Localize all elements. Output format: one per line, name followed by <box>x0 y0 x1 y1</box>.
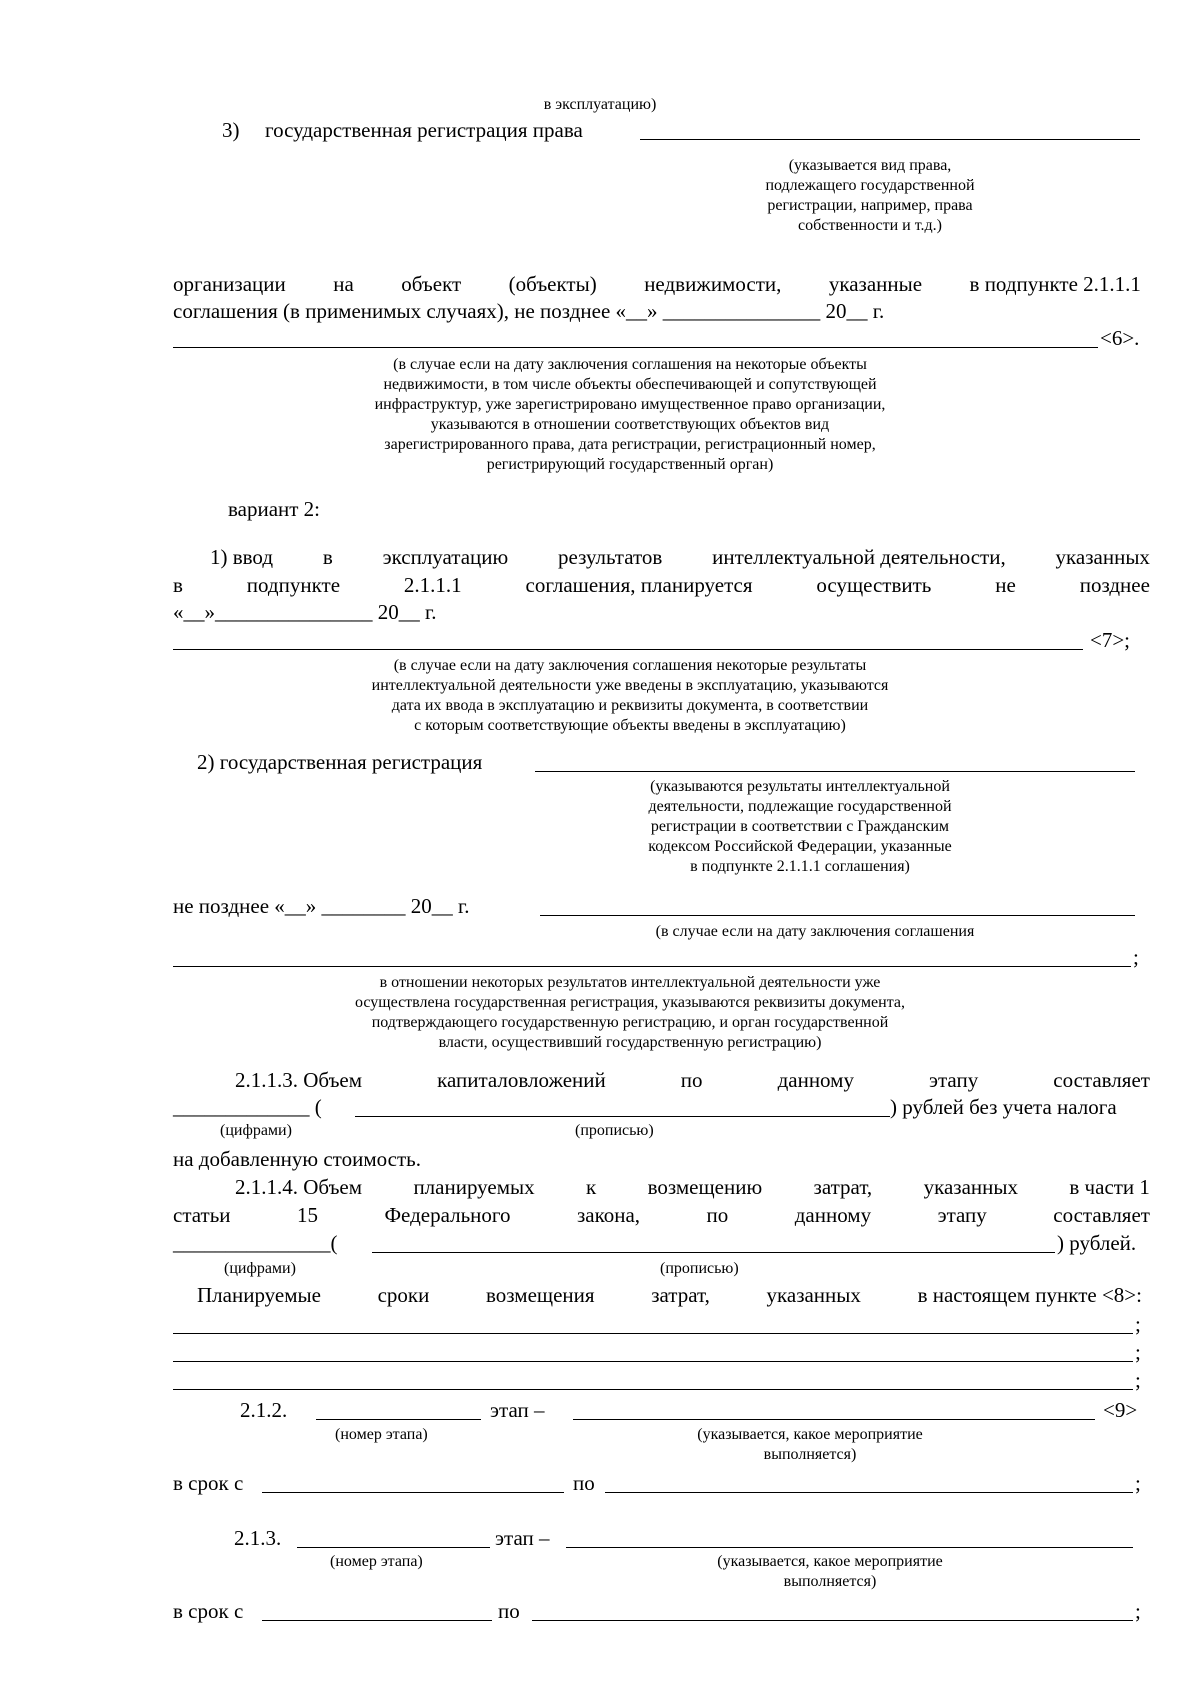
s212-caption-number: (номер этапа) <box>335 1426 428 1443</box>
not-later-date: не позднее «__» ________ 20__ г. <box>173 894 470 918</box>
v2-item2-label: 2) государственная регистрация <box>197 750 483 774</box>
item3-label: государственная регистрация права <box>265 118 583 142</box>
para-org-line2: соглашения (в применимых случаях), не позднее «__» _______________ 20__ г. <box>173 299 885 323</box>
para-org-line1: организации на объект (объекты) недвижимости, указанные в подпункте 2.1.1.1 <box>173 272 1141 296</box>
variant-2: вариант 2: <box>228 497 321 521</box>
term2-from: в срок с <box>173 1599 244 1623</box>
item3-number: 3) <box>222 118 240 142</box>
note-case-right: (в случае если на дату заключения соглашения <box>655 923 975 940</box>
footnote-7: <7>; <box>1090 628 1131 652</box>
s212-caption-desc: (указывается, какое мероприятие выполняется) <box>697 1426 923 1463</box>
ip-introduced-line[interactable] <box>173 649 1083 650</box>
org-registration-line[interactable] <box>173 347 1098 348</box>
term2-semicolon: ; <box>1135 1599 1141 1623</box>
v2-item1-date: «__»_______________ 20__ г. <box>173 600 437 624</box>
s212-stage-number[interactable] <box>316 1419 481 1420</box>
v2-item1-line1: 1) ввод в эксплуатацию результатов интеллектуальной деятельности, указанных <box>210 545 1150 569</box>
note-registered: (в случае если на дату заключения соглашения на некоторые объекты недвижимости, в том числе объекты обеспечивающей и сопутствующей инфраструктур, уже зарегистрировано имущественное право организации, указываются в отношении соответствующих объектов вид зарегистрированного права, дата регистрации, регистрационный номер, регистрирующий государственный орган) <box>374 356 886 473</box>
note-ip-introduced: (в случае если на дату заключения соглашения некоторые результаты интеллектуальной деятельности уже введены в эксплуатацию, указываются дата их ввода в эксплуатацию и реквизиты документа, в соответствии с которым соответствующие объекты введены в эксплуатацию) <box>371 657 889 734</box>
term1-semicolon: ; <box>1135 1471 1141 1495</box>
p2114-line1: 2.1.1.4. Объем планируемых к возмещению затрат, указанных в части 1 <box>235 1175 1150 1199</box>
caption-words-2: (прописью) <box>660 1260 739 1277</box>
p2114-line2: статьи 15 Федерального закона, по данному этапу составляет <box>173 1203 1150 1227</box>
s213-label: 2.1.3. <box>234 1526 282 1550</box>
term2-to-field[interactable] <box>532 1620 1133 1621</box>
planned-term-line-2[interactable] <box>173 1361 1133 1362</box>
capex-digits-field[interactable]: _____________ ( <box>173 1095 322 1119</box>
p2113-line2-right: ) рублей без учета налога <box>890 1095 1117 1119</box>
s213-activity[interactable] <box>566 1547 1133 1548</box>
term2-from-field[interactable] <box>262 1620 492 1621</box>
p2113-line1: 2.1.1.3. Объем капиталовложений по данному этапу составляет <box>235 1068 1150 1092</box>
caption-words: (прописью) <box>575 1122 654 1139</box>
note-right-type: (указывается вид права, подлежащего государственной регистрации, например, права собственности и т.д.) <box>765 157 975 234</box>
footnote-6: <6>. <box>1100 326 1140 350</box>
ip-registered-line[interactable] <box>540 915 1135 916</box>
s212-activity[interactable] <box>573 1419 1095 1420</box>
s212-label: 2.1.2. <box>240 1398 288 1422</box>
top-note: в эксплуатацию) <box>543 96 657 113</box>
caption-digits: (цифрами) <box>220 1122 292 1139</box>
term1-from: в срок с <box>173 1471 244 1495</box>
reimb-digits-field[interactable]: _______________( <box>173 1231 338 1255</box>
note-ip-registered: в отношении некоторых результатов интеллектуальной деятельности уже осуществлена государственная регистрация, указываются реквизиты документа, подтверждающего государственную регистрацию, и орган государственной власти, осуществивший государственную регистрацию) <box>354 974 906 1051</box>
reimb-words-field[interactable] <box>372 1252 1055 1253</box>
capex-words-field[interactable] <box>355 1116 890 1117</box>
term2-to: по <box>498 1599 520 1623</box>
term1-to-field[interactable] <box>605 1492 1133 1493</box>
semicolon-2: ; <box>1135 1340 1141 1364</box>
p2114-line3-right: ) рублей. <box>1057 1231 1137 1255</box>
right-type-line[interactable] <box>640 139 1140 140</box>
term1-from-field[interactable] <box>262 1492 564 1493</box>
semicolon-1: ; <box>1135 1312 1141 1336</box>
v2-item1-line2: в подпункте 2.1.1.1 соглашения, планируется осуществить не позднее <box>173 573 1150 597</box>
s213-caption-number: (номер этапа) <box>330 1553 423 1570</box>
semicolon: ; <box>1133 945 1139 969</box>
footnote-9: <9> <box>1103 1398 1138 1422</box>
ip-registration-line[interactable] <box>535 771 1135 772</box>
s213-stage: этап – <box>495 1526 550 1550</box>
caption-digits-2: (цифрами) <box>224 1260 296 1277</box>
note-ip-results: (указываются результаты интеллектуальной деятельности, подлежащие государственной регистрации в соответствии с Гражданским кодексом Российской Федерации, указанные в подпункте 2.1.1.1 соглашения) <box>648 778 952 875</box>
term1-to: по <box>573 1471 595 1495</box>
planned-terms: Планируемые сроки возмещения затрат, указанных в настоящем пункте <8>: <box>197 1283 1142 1307</box>
planned-term-line-3[interactable] <box>173 1389 1133 1390</box>
semicolon-3: ; <box>1135 1368 1141 1392</box>
p2113-line3: на добавленную стоимость. <box>173 1147 421 1171</box>
s213-caption-desc: (указывается, какое мероприятие выполняется) <box>717 1553 943 1590</box>
planned-term-line-1[interactable] <box>173 1333 1133 1334</box>
ip-registered-line-2[interactable] <box>173 966 1131 967</box>
s213-stage-number[interactable] <box>297 1547 490 1548</box>
s212-stage: этап – <box>490 1398 545 1422</box>
